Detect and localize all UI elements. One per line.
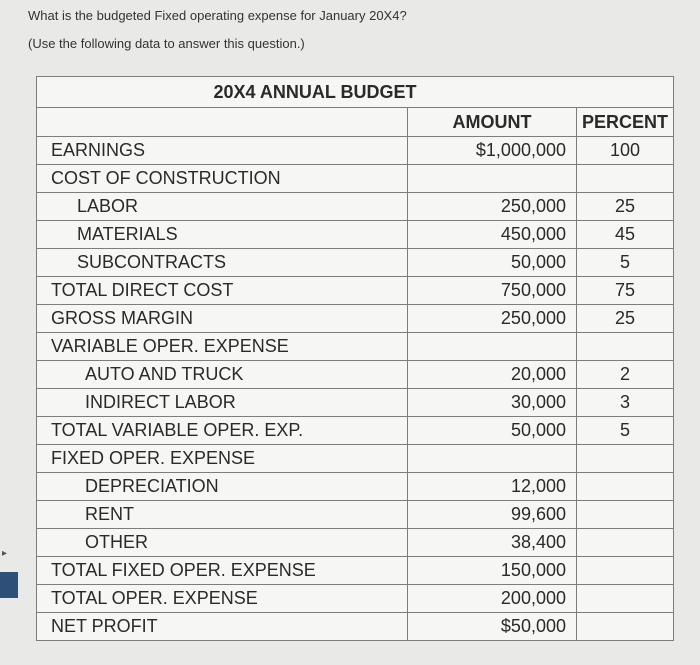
row-amount	[408, 165, 577, 193]
row-percent: 25	[577, 305, 674, 333]
side-tab[interactable]	[0, 572, 18, 598]
row-label: SUBCONTRACTS	[37, 249, 408, 277]
row-amount: $50,000	[408, 613, 577, 641]
table-row	[37, 277, 674, 305]
table-row	[37, 501, 674, 529]
row-percent: 75	[577, 277, 674, 305]
row-amount: 12,000	[408, 473, 577, 501]
question-text: What is the budgeted Fixed operating expense for January 20X4?	[28, 8, 407, 23]
row-label: NET PROFIT	[37, 613, 408, 641]
row-amount: 200,000	[408, 585, 577, 613]
row-amount: 250,000	[408, 305, 577, 333]
row-label: RENT	[37, 501, 408, 529]
row-label: AUTO AND TRUCK	[37, 361, 408, 389]
row-label: TOTAL OPER. EXPENSE	[37, 585, 408, 613]
row-percent: 45	[577, 221, 674, 249]
table-row	[37, 529, 674, 557]
table-row	[37, 473, 674, 501]
row-amount: 150,000	[408, 557, 577, 585]
row-label: TOTAL DIRECT COST	[37, 277, 408, 305]
row-amount: 50,000	[408, 249, 577, 277]
row-percent	[577, 165, 674, 193]
table-row	[37, 361, 674, 389]
row-percent	[577, 529, 674, 557]
row-amount: $1,000,000	[408, 137, 577, 165]
caret-icon: ▸	[2, 548, 8, 559]
table-row	[37, 417, 674, 445]
header-amount: AMOUNT	[408, 108, 577, 137]
table-row	[37, 557, 674, 585]
row-percent	[577, 557, 674, 585]
row-percent	[577, 445, 674, 473]
row-percent: 25	[577, 193, 674, 221]
row-amount: 38,400	[408, 529, 577, 557]
row-percent	[577, 501, 674, 529]
row-amount: 50,000	[408, 417, 577, 445]
table-row	[37, 585, 674, 613]
row-label: GROSS MARGIN	[37, 305, 408, 333]
row-amount: 250,000	[408, 193, 577, 221]
table-row	[37, 137, 674, 165]
table-row	[37, 445, 674, 473]
table-header-row	[37, 108, 674, 137]
row-percent	[577, 613, 674, 641]
table-row	[37, 305, 674, 333]
header-percent: PERCENT	[577, 108, 674, 137]
row-amount: 99,600	[408, 501, 577, 529]
row-percent: 5	[577, 249, 674, 277]
table-row	[37, 613, 674, 641]
row-label: MATERIALS	[37, 221, 408, 249]
row-label: DEPRECIATION	[37, 473, 408, 501]
table-row	[37, 193, 674, 221]
header-label-cell	[37, 108, 408, 137]
row-amount	[408, 445, 577, 473]
budget-table	[36, 76, 674, 641]
row-amount: 450,000	[408, 221, 577, 249]
row-percent: 5	[577, 417, 674, 445]
row-label: LABOR	[37, 193, 408, 221]
table-row	[37, 165, 674, 193]
row-label: COST OF CONSTRUCTION	[37, 165, 408, 193]
row-percent: 2	[577, 361, 674, 389]
row-percent: 3	[577, 389, 674, 417]
table-row	[37, 333, 674, 361]
table-row	[37, 221, 674, 249]
row-label: VARIABLE OPER. EXPENSE	[37, 333, 408, 361]
row-percent: 100	[577, 137, 674, 165]
row-label: OTHER	[37, 529, 408, 557]
row-label: EARNINGS	[37, 137, 408, 165]
row-percent	[577, 473, 674, 501]
row-percent	[577, 333, 674, 361]
table-title: 20X4 ANNUAL BUDGET	[37, 77, 674, 108]
row-label: FIXED OPER. EXPENSE	[37, 445, 408, 473]
table-row	[37, 249, 674, 277]
row-label: TOTAL FIXED OPER. EXPENSE	[37, 557, 408, 585]
row-amount: 20,000	[408, 361, 577, 389]
row-amount: 30,000	[408, 389, 577, 417]
row-percent	[577, 585, 674, 613]
table-row	[37, 389, 674, 417]
row-amount	[408, 333, 577, 361]
row-label: TOTAL VARIABLE OPER. EXP.	[37, 417, 408, 445]
row-amount: 750,000	[408, 277, 577, 305]
instruction-text: (Use the following data to answer this question.)	[28, 36, 305, 51]
table-title-row	[37, 77, 674, 108]
row-label: INDIRECT LABOR	[37, 389, 408, 417]
